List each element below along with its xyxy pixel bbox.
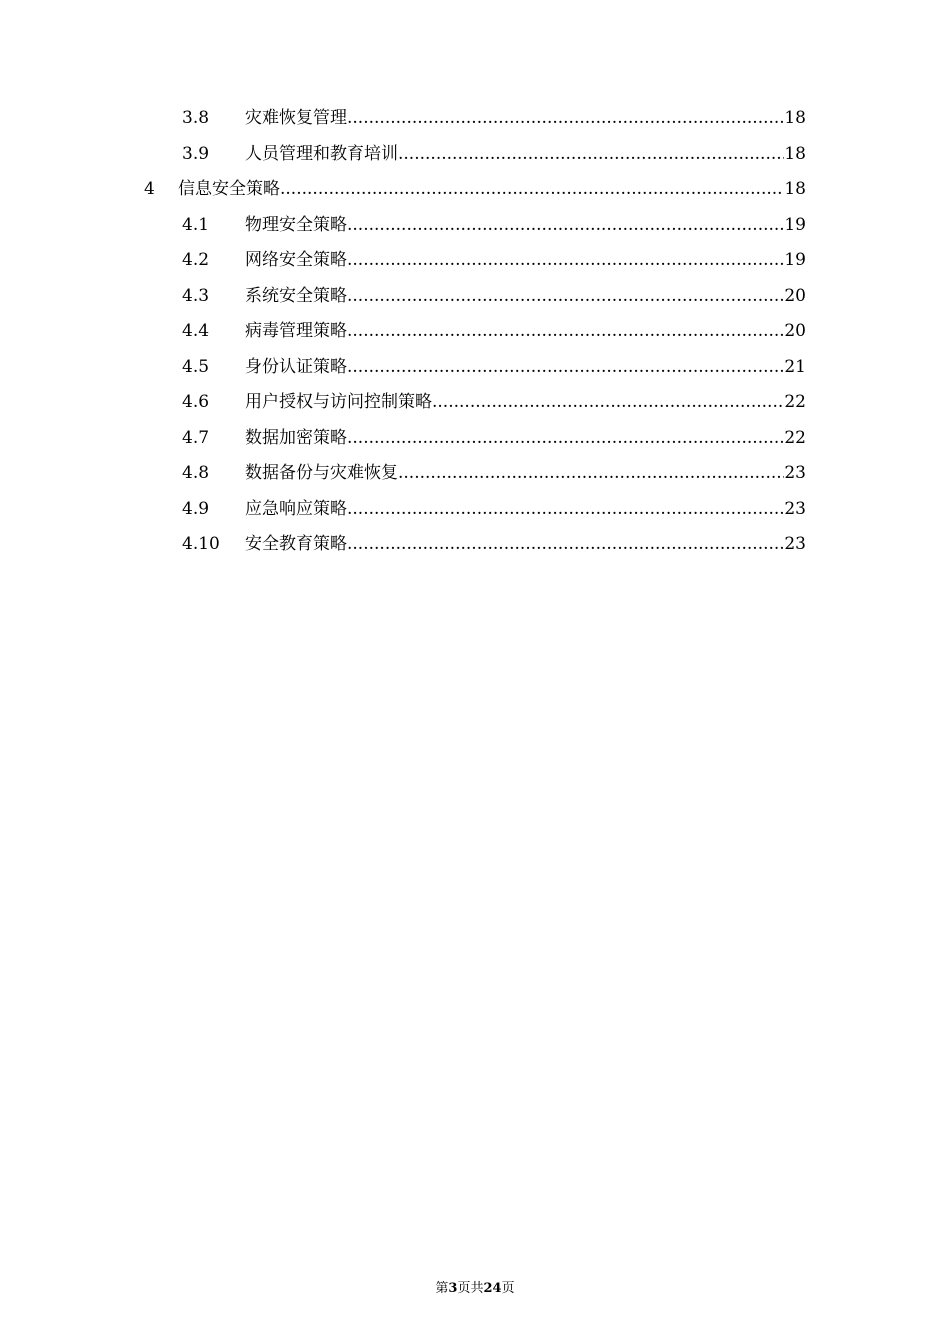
- toc-entry-4[interactable]: [0, 172, 950, 208]
- toc-entry-number: 4.3: [182, 285, 210, 306]
- toc-entry-4-8[interactable]: [0, 456, 950, 492]
- toc-dot-leader: [347, 492, 784, 528]
- toc-entry-title: 系统安全策略: [245, 285, 347, 306]
- toc-entry-title: 人员管理和教育培训: [245, 143, 398, 164]
- footer-total-pages: 24: [483, 1281, 502, 1296]
- toc-entry-page: 19: [784, 250, 806, 270]
- toc-entry-page: 20: [784, 285, 806, 306]
- toc-entry-body: [245, 243, 806, 279]
- toc-entry-number: 3.8: [182, 108, 210, 128]
- toc-entry-number: 4.10: [182, 534, 220, 554]
- toc-entry-number: 4.4: [182, 321, 210, 341]
- toc-entry-4-5[interactable]: [0, 350, 950, 386]
- toc-dot-leader: [347, 527, 784, 563]
- toc-entry-title: 信息安全策略: [178, 179, 280, 199]
- toc-entry-title: 安全教育策略: [245, 534, 347, 554]
- toc-entry-title: 应急响应策略: [245, 498, 347, 519]
- toc-entry-number: 4.2: [182, 250, 210, 270]
- toc-entry-page: 23: [784, 463, 806, 483]
- toc-entry-title: 病毒管理策略: [245, 321, 347, 341]
- toc-dot-leader: [347, 208, 784, 244]
- toc-entry-body: [178, 172, 806, 208]
- toc-entry-page: 18: [784, 179, 806, 199]
- toc-entry-title: 数据加密策略: [245, 427, 347, 448]
- toc-entry-3-9[interactable]: [0, 137, 950, 173]
- toc-entry-title: 网络安全策略: [245, 250, 347, 270]
- toc-entry-title: 物理安全策略: [245, 214, 347, 235]
- toc-entry-number: 4.9: [182, 498, 210, 519]
- toc-entry-number: 4.6: [182, 392, 210, 412]
- footer-current-page: 3: [448, 1281, 458, 1296]
- toc-entry-body: [245, 101, 806, 137]
- toc-entry-4-1[interactable]: [0, 208, 950, 244]
- footer-prefix: 第: [435, 1281, 449, 1296]
- toc-dot-leader: [347, 350, 784, 386]
- toc-entry-page: 20: [784, 321, 806, 341]
- toc-entry-4-9[interactable]: [0, 492, 950, 528]
- toc-entry-page: 22: [784, 392, 806, 412]
- toc-entry-4-4[interactable]: [0, 314, 950, 350]
- toc-entry-body: [245, 279, 806, 315]
- toc-entry-page: 18: [784, 108, 806, 128]
- toc-entry-body: [245, 492, 806, 528]
- toc-entry-number: 3.9: [182, 143, 210, 164]
- toc-dot-leader: [347, 101, 784, 137]
- toc-dot-leader: [398, 456, 784, 492]
- toc-dot-leader: [347, 243, 784, 279]
- toc-entry-title: 灾难恢复管理: [245, 108, 347, 128]
- toc-entry-body: [245, 385, 806, 421]
- toc-dot-leader: [398, 137, 784, 173]
- toc-entry-number: 4.1: [182, 214, 210, 235]
- toc-entry-body: [245, 456, 806, 492]
- toc-entry-title: 用户授权与访问控制策略: [245, 392, 432, 412]
- toc-entry-title: 身份认证策略: [245, 356, 347, 377]
- toc-entry-page: 23: [784, 534, 806, 554]
- toc-entry-page: 21: [784, 356, 806, 377]
- toc-entry-number: 4.7: [182, 427, 210, 448]
- table-of-contents: [0, 101, 950, 563]
- toc-entry-number: 4.5: [182, 356, 210, 377]
- toc-entry-body: [245, 421, 806, 457]
- toc-dot-leader: [347, 279, 784, 315]
- toc-entry-body: [245, 137, 806, 173]
- toc-entry-title: 数据备份与灾难恢复: [245, 463, 398, 483]
- toc-dot-leader: [432, 385, 784, 421]
- toc-entry-page: 23: [784, 498, 806, 519]
- toc-entry-body: [245, 527, 806, 563]
- toc-dot-leader: [347, 314, 784, 350]
- toc-entry-page: 22: [784, 427, 806, 448]
- toc-entry-number: 4.8: [182, 463, 210, 483]
- toc-entry-page: 19: [784, 214, 806, 235]
- toc-entry-body: [245, 208, 806, 244]
- toc-entry-body: [245, 350, 806, 386]
- toc-entry-page: 18: [784, 143, 806, 164]
- footer-middle: 页共: [457, 1281, 484, 1296]
- toc-entry-body: [245, 314, 806, 350]
- footer-suffix: 页: [501, 1281, 515, 1296]
- page-footer: [0, 1280, 950, 1298]
- toc-entry-4-2[interactable]: [0, 243, 950, 279]
- toc-entry-4-3[interactable]: [0, 279, 950, 315]
- toc-dot-leader: [347, 421, 784, 457]
- toc-entry-4-10[interactable]: [0, 527, 950, 563]
- toc-entry-4-7[interactable]: [0, 421, 950, 457]
- toc-entry-4-6[interactable]: [0, 385, 950, 421]
- toc-entry-3-8[interactable]: [0, 101, 950, 137]
- toc-entry-number: 4: [144, 179, 155, 199]
- toc-dot-leader: [280, 172, 784, 208]
